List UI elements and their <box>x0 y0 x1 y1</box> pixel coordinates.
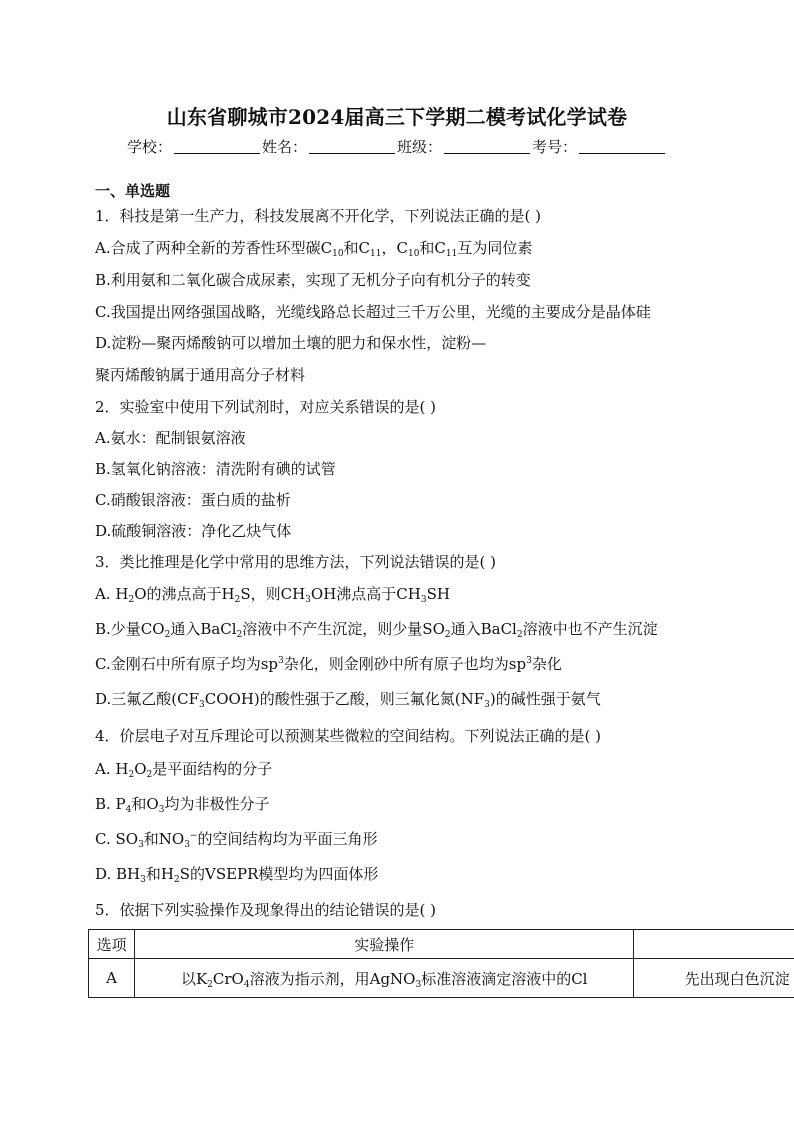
table-header-row <box>89 930 794 959</box>
q2-option-d: D.硫酸铜溶液：净化乙炔气体 <box>95 522 292 540</box>
q1-stem: 1．科技是第一生产力，科技发展离不开化学，下列说法正确的是( ) <box>95 207 542 225</box>
school-label: 学校： <box>126 138 172 156</box>
q4-option-b: B. $P_4$和$O_3$均为非极性分子 <box>95 795 270 815</box>
name-blank[interactable] <box>309 136 395 154</box>
q1-option-d: D.淀粉—聚丙烯酸钠可以增加土壤的肥力和保水性，淀粉— <box>95 334 487 352</box>
name-label: 姓名： <box>261 138 307 156</box>
class-blank[interactable] <box>444 136 530 154</box>
header-operation: 实验操作 <box>135 930 634 959</box>
q3-option-d: D.三氟乙酸$(CF_3COOH)$的酸性强于乙酸，则三氟化氮$(NF_3)$的碱性强于氨气 <box>95 690 601 710</box>
q2-option-a: A.氨水：配制银氨溶液 <box>95 429 246 447</box>
q2-stem: 2．实验室中使用下列试剂时，对应关系错误的是( ) <box>95 398 437 416</box>
q5-stem: 5．依据下列实验操作及现象得出的结论错误的是( ) <box>95 901 437 919</box>
q3-option-b: B.少量$CO_2$通入BaCl$_2$溶液中不产生沉淀，则少量$SO_2$通入BaCl$_2$溶液中也不产生沉淀 <box>95 620 658 640</box>
number-blank[interactable] <box>579 136 665 154</box>
q2-option-c: C.硝酸银溶液：蛋白质的盐析 <box>95 491 291 509</box>
q4-option-a: A. $H_2O_2$是平面结构的分子 <box>95 760 273 780</box>
header-phenomenon <box>634 930 794 959</box>
number-label: 考号： <box>532 138 578 156</box>
q1-option-c: C.我国提出网络强国战略，光缆线路总长超过三千万公里，光缆的主要成分是晶体硅 <box>95 303 651 321</box>
row-a-operation: 以$K_2CrO_4$溶液为指示剂，用AgNO$_3$标准溶液滴定溶液中的Cl <box>135 959 634 998</box>
experiment-table <box>88 929 794 998</box>
q2-option-b: B.氢氧化钠溶液：清洗附有碘的试管 <box>95 460 336 478</box>
school-blank[interactable] <box>174 136 260 154</box>
q3-stem: 3．类比推理是化学中常用的思维方法，下列说法错误的是( ) <box>95 553 497 571</box>
class-label: 班级： <box>397 138 443 156</box>
header-option: 选项 <box>89 930 135 959</box>
q1-option-b: B.利用氨和二氧化碳合成尿素，实现了无机分子向有机分子的转变 <box>95 271 531 289</box>
row-a-phenomenon: 先出现白色沉淀 <box>634 959 794 998</box>
section-heading: 一、单选题 <box>95 182 171 200</box>
q1-option-a: A.合成了两种全新的芳香性环型碳$C_{10}$和$C_{11}$，$C_{10}$和$C_{11}$互为同位素 <box>95 239 533 259</box>
q4-option-d: D. $BH_3$和$H_2S$的VSEPR模型均为四面体形 <box>95 865 379 885</box>
q3-option-a: A. $H_2O$的沸点高于$H_2S$，则$CH_3OH$沸点高于$CH_3SH$ <box>95 585 450 605</box>
page-title: 山东省聊城市2024届高三下学期二模考试化学试卷 <box>166 105 628 129</box>
q4-option-c: C. $SO_3$和$NO_3^-$的空间结构均为平面三角形 <box>95 830 378 850</box>
row-a-option: A <box>89 959 135 998</box>
student-info-line <box>0 136 794 157</box>
q3-option-c: C.金刚石中所有原子均为$sp^3$杂化，则金刚砂中所有原子也均为$sp^3$杂化 <box>95 655 562 673</box>
q1-option-d-cont: 聚丙烯酸钠属于通用高分子材料 <box>95 366 306 384</box>
q4-stem: 4．价层电子对互斥理论可以预测某些微粒的空间结构。下列说法正确的是( ) <box>95 727 602 745</box>
table-row <box>89 959 794 998</box>
